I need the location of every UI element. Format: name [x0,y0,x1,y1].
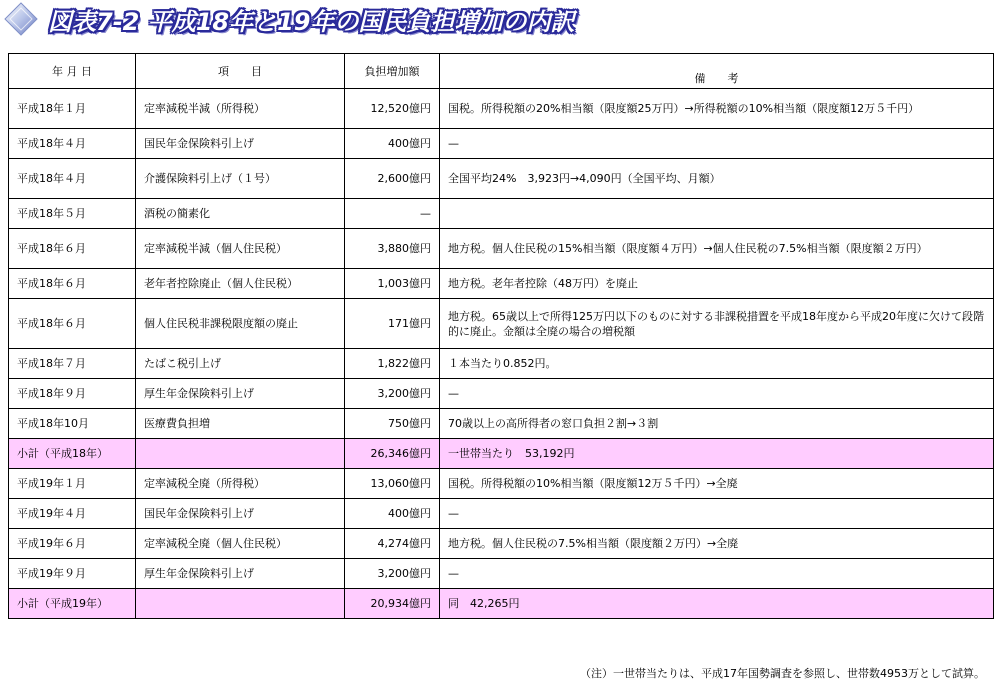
table-row [9,559,994,589]
cell-amount: 3,880億円 [345,229,440,269]
cell-date: 平成19年６月 [9,529,136,559]
cell-item: 厚生年金保険料引上げ [136,379,345,409]
diamond-icon [4,2,38,36]
cell-item: 個人住民税非課税限度額の廃止 [136,299,345,349]
cell-item: 老年者控除廃止（個人住民税） [136,269,345,299]
cell-item: 定率減税全廃（所得税） [136,469,345,499]
page-title: 図表7-2 平成18年と19年の国民負担増加の内訳 [48,8,575,36]
table-row [9,469,994,499]
cell-amount: — [345,199,440,229]
cell-date: 平成18年４月 [9,159,136,199]
cell-amount: 4,274億円 [345,529,440,559]
cell-date: 平成18年10月 [9,409,136,439]
cell-item [136,589,345,619]
table-header-row [9,54,994,89]
table-row [9,499,994,529]
cell-item: 介護保険料引上げ（１号） [136,159,345,199]
table-row [9,379,994,409]
cell-item: 定率減税全廃（個人住民税） [136,529,345,559]
cell-note: 一世帯当たり 53,192円 [440,439,994,469]
table-row [9,229,994,269]
table-body [9,89,994,619]
cell-date: 平成19年１月 [9,469,136,499]
subtotal-row [9,589,994,619]
cell-item: 医療費負担増 [136,409,345,439]
cell-amount: 400億円 [345,129,440,159]
cell-note: １本当たり0.852円。 [440,349,994,379]
cell-item: 国民年金保険料引上げ [136,129,345,159]
title-bar [0,0,600,40]
cell-note: — [440,129,994,159]
cell-note: 70歳以上の高所得者の窓口負担２割→３割 [440,409,994,439]
cell-item: 定率減税半減（個人住民税） [136,229,345,269]
footnote: （注）一世帯当たりは、平成17年国勢調査を参照し、世帯数4953万として試算。 [580,667,985,680]
cell-note: 地方税。老年者控除（48万円）を廃止 [440,269,994,299]
cell-date: 平成18年４月 [9,129,136,159]
cell-amount: 3,200億円 [345,379,440,409]
table-row [9,159,994,199]
cell-date: 平成19年９月 [9,559,136,589]
cell-amount: 13,060億円 [345,469,440,499]
cell-item: 厚生年金保険料引上げ [136,559,345,589]
cell-date: 平成18年９月 [9,379,136,409]
header-date: 年 月 日 [9,54,136,89]
cell-date: 小計（平成18年） [9,439,136,469]
cell-amount: 3,200億円 [345,559,440,589]
cell-amount: 171億円 [345,299,440,349]
table-row [9,89,994,129]
table-row [9,409,994,439]
cell-amount: 2,600億円 [345,159,440,199]
cell-amount: 20,934億円 [345,589,440,619]
cell-date: 小計（平成19年） [9,589,136,619]
cell-note: 地方税。65歳以上で所得125万円以下のものに対する非課税措置を平成18年度から平成20年度に欠けて段階的に廃止。金額は全廃の場合の増税額 [440,299,994,349]
cell-note: — [440,499,994,529]
header-note: 備 考 [440,54,994,89]
cell-note: — [440,379,994,409]
table-row [9,529,994,559]
cell-item: 酒税の簡素化 [136,199,345,229]
cell-amount: 1,003億円 [345,269,440,299]
cell-date: 平成18年６月 [9,299,136,349]
table-row [9,349,994,379]
cell-item [136,439,345,469]
cell-date: 平成18年６月 [9,269,136,299]
header-item: 項 目 [136,54,345,89]
table-row [9,129,994,159]
cell-date: 平成18年１月 [9,89,136,129]
cell-amount: 1,822億円 [345,349,440,379]
cell-date: 平成18年６月 [9,229,136,269]
table-row [9,269,994,299]
cell-amount: 400億円 [345,499,440,529]
cell-item: 定率減税半減（所得税） [136,89,345,129]
cell-amount: 26,346億円 [345,439,440,469]
cell-note: — [440,559,994,589]
cell-date: 平成18年５月 [9,199,136,229]
cell-note: 地方税。個人住民税の15%相当額（限度額４万円）→個人住民税の7.5%相当額（限度額２万円） [440,229,994,269]
burden-table [8,53,994,619]
cell-item: たばこ税引上げ [136,349,345,379]
table-row [9,199,994,229]
cell-amount: 750億円 [345,409,440,439]
cell-note: 国税。所得税額の20%相当額（限度額25万円）→所得税額の10%相当額（限度額12万５千円） [440,89,994,129]
cell-note: 同 42,265円 [440,589,994,619]
cell-amount: 12,520億円 [345,89,440,129]
cell-note: 国税。所得税額の10%相当額（限度額12万５千円）→全廃 [440,469,994,499]
cell-item: 国民年金保険料引上げ [136,499,345,529]
cell-date: 平成18年７月 [9,349,136,379]
subtotal-row [9,439,994,469]
cell-note [440,199,994,229]
cell-note: 地方税。個人住民税の7.5%相当額（限度額２万円）→全廃 [440,529,994,559]
cell-note: 全国平均24% 3,923円→4,090円（全国平均、月額） [440,159,994,199]
table-row [9,299,994,349]
cell-date: 平成19年４月 [9,499,136,529]
header-amount: 負担増加額 [345,54,440,89]
